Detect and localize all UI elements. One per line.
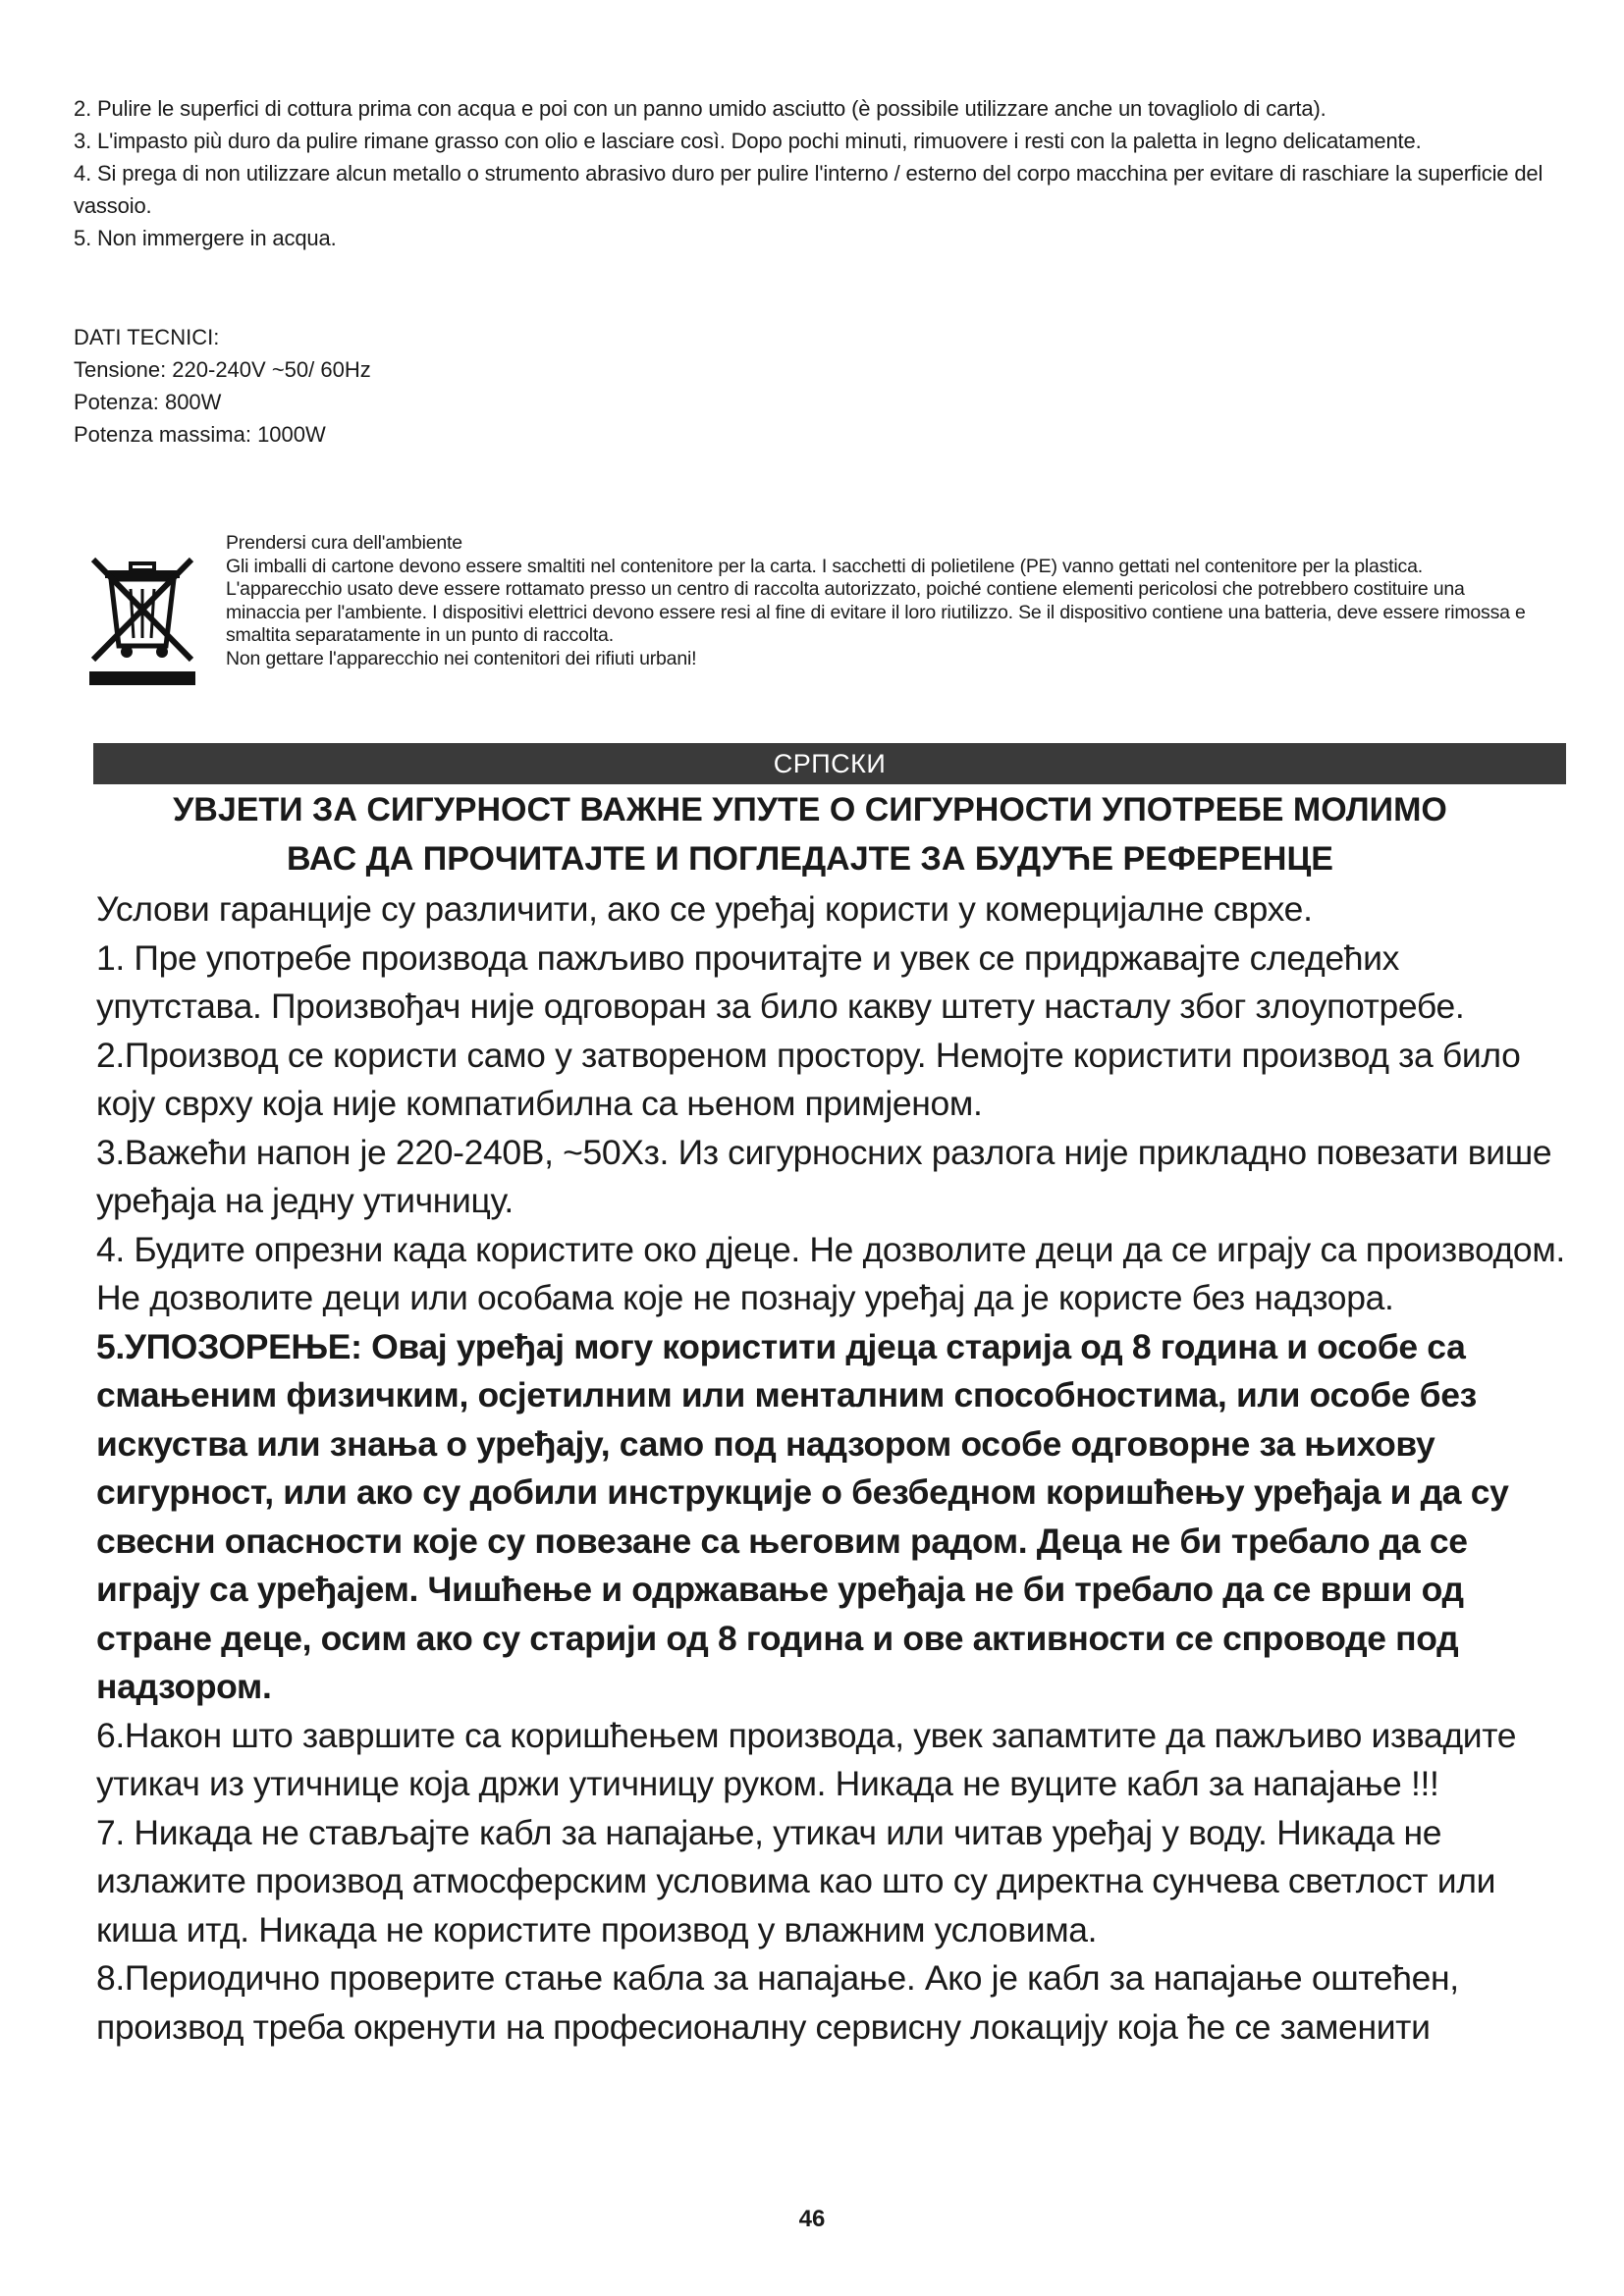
environment-notice <box>226 532 1542 670</box>
list-item: 4. Si prega di non utilizzare alcun metallo o strumento abrasivo duro per pulire l'interno / esterno del corpo macchina per evitare di raschiare la superficie del vassoio. <box>74 161 1543 218</box>
technical-power: Potenza: 800W <box>74 390 222 414</box>
title-line: УВЈЕТИ ЗА СИГУРНОСТ ВАЖНЕ УПУТЕ О СИГУРНОСТИ УПОТРЕБЕ МОЛИМО <box>173 791 1447 828</box>
list-item: 1. Пре употребе производа пажљиво прочитајте и увек се придржавајте следећих упутстава. Произвођач није одговоран за било какву штету насталу због злоупотребе. <box>96 937 1465 1026</box>
serbian-instructions <box>96 885 1569 2052</box>
environment-heading: Prendersi cura dell'ambiente <box>226 532 462 554</box>
list-item: 3.Важећи напон је 220-240В, ~50Хз. Из сигурносних разлога није прикладно повезати више уређаја на једну утичницу. <box>96 1132 1552 1220</box>
title-line: ВАС ДА ПРОЧИТАЈТЕ И ПОГЛЕДАЈТЕ ЗА БУДУЋЕ РЕФЕРЕНЦЕ <box>287 840 1333 878</box>
weee-crossed-bin-icon <box>83 550 201 685</box>
list-item: 2.Производ се користи само у затвореном простору. Немојте користити производ за било коју сврху која није компатибилна са њеном примјеном. <box>96 1035 1521 1123</box>
technical-max-power: Potenza massima: 1000W <box>74 422 326 447</box>
environment-text: Gli imballi di cartone devono essere smaltiti nel contenitore per la carta. I sacchetti di polietilene (PE) vanno gettati nel contenitore per la plastica. L'apparecchio usato deve essere rottamato presso un centro di raccolta autorizzato, poiché contiene elementi pericolosi che potrebbero costituire una minaccia per l'ambiente. I dispositivi elettrici devono essere resi al fine di evitare il loro riutilizzo. Se il dispositivo contiene una batteria, deve essere rimossa e smaltita separatamente in un punto di raccolta. <box>226 555 1526 646</box>
warranty-note: Услови гаранције су различити, ако се уређај користи у комерцијалне сврхе. <box>96 889 1313 929</box>
list-item: 8.Периодично проверите стање кабла за напајање. Ако је кабл за напајање оштећен, производ треба окренути на професионалну сервисну локацију која ће се заменити <box>96 1958 1459 2047</box>
list-item: 3. L'impasto più duro da pulire rimane grasso con olio e lasciare così. Dopo pochi minuti, rimuovere i resti con la paletta in legno delicatamente. <box>74 129 1422 153</box>
technical-heading: DATI TECNICI: <box>74 325 220 349</box>
list-item: 4. Будите опрезни када користите око дјеце. Не дозволите деци да се играју са производом. Не дозволите деци или особама које не познају уређај да је користе без надзора. <box>96 1229 1565 1317</box>
italian-cleaning-list <box>74 92 1556 254</box>
language-section-bar: СРПСКИ <box>93 743 1566 784</box>
technical-voltage: Tensione: 220-240V ~50/ 60Hz <box>74 357 371 382</box>
list-item: 5. Non immergere in acqua. <box>74 226 337 250</box>
list-item: 2. Pulire le superfici di cottura prima con acqua e poi con un panno umido asciutto (è possibile utilizzare anche un tovagliolo di carta). <box>74 96 1326 121</box>
list-item: 7. Никада не стављајте кабл за напајање, утикач или читав уређај у воду. Никада не излажите производ атмосферским условима као што су директна сунчева светлост или киша итд. Никада не користите производ у влажним условима. <box>96 1812 1496 1949</box>
warning-item: 5.УПОЗОРЕЊЕ: Овај уређај могу користити дјеца старија од 8 година и особе са смањеним физичким, осјетилним или менталним способностима, или особе без искуства или знања о уређају, само под надзором особе одговорне за њихову сигурност, или ако су добили инструкције о безбедном коришћењу уређаја и да су свесни опасности које су повезане са његовим радом. Деца не би требало да се играју са уређајем. Чишћење и одржавање уређаја не би требало да се врши од стране деце, осим ако су старији од 8 година и ове активности се спроводе под надзором. <box>96 1326 1509 1706</box>
safety-title <box>83 785 1537 883</box>
environment-footer: Non gettare l'apparecchio nei contenitori dei rifiuti urbani! <box>226 647 697 669</box>
list-item: 6.Након што завршите са коришћењем производа, увек запамтите да пажљиво извадите утикач из утичнице која држи утичницу руком. Никада не вуците кабл за напајање !!! <box>96 1715 1517 1803</box>
technical-data <box>74 321 859 451</box>
page-number: 46 <box>798 2206 826 2232</box>
